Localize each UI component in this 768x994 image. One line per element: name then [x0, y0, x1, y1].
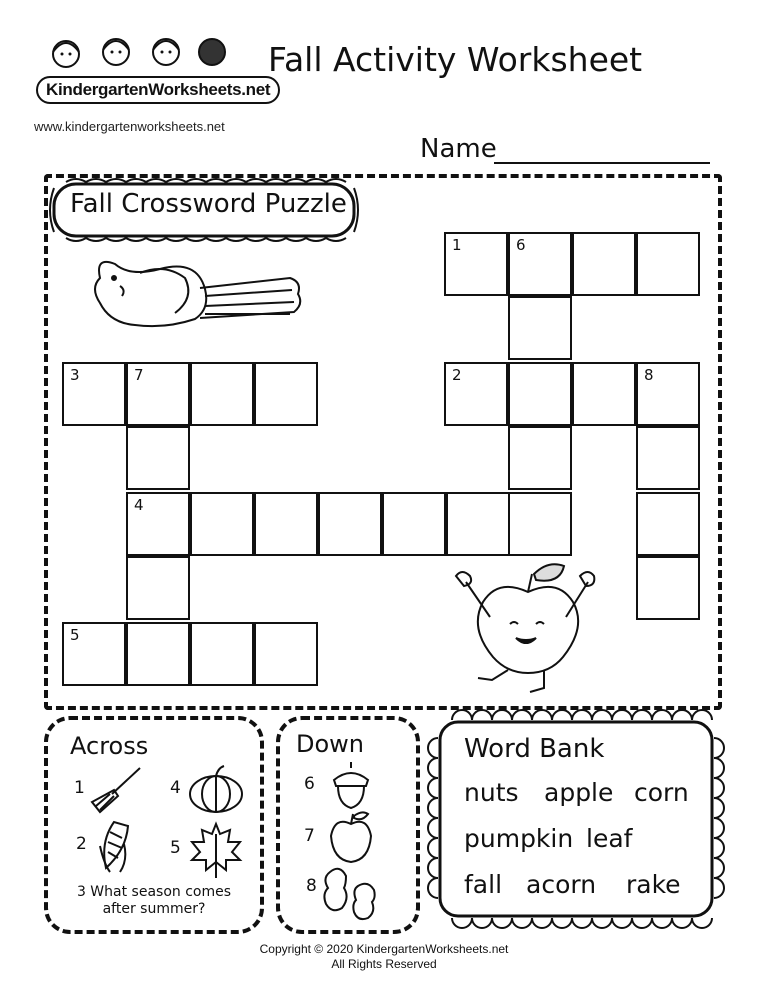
across-clue-4: 4: [170, 778, 181, 798]
copyright: [0, 942, 768, 972]
crossword-cell[interactable]: [572, 362, 636, 426]
crossword-cell[interactable]: [62, 622, 126, 686]
site-url: www.kindergartenworksheets.net: [34, 119, 225, 134]
acorn-icon: [326, 760, 376, 810]
crossword-cell[interactable]: [508, 492, 572, 556]
across-clue-5: 5: [170, 838, 181, 858]
crossword-cell[interactable]: [444, 232, 508, 296]
word-bank-heading: Word Bank: [464, 734, 605, 764]
clue-number: 1: [452, 236, 462, 254]
crossword-cell[interactable]: [508, 426, 572, 490]
crossword-cell[interactable]: [254, 622, 318, 686]
copyright-line1: Copyright © 2020 KindergartenWorksheets.net: [259, 942, 509, 956]
crossword-cell[interactable]: [572, 232, 636, 296]
word-bank-word: pumpkin: [464, 824, 574, 853]
corn-icon: [90, 816, 136, 876]
name-label: Name: [420, 134, 497, 164]
across-clue-3-line1: 3 What season comes: [76, 884, 232, 900]
clue-number: 4: [134, 496, 144, 514]
crossword-cell[interactable]: [318, 492, 382, 556]
crossword-cell[interactable]: [636, 232, 700, 296]
across-clue-3: [64, 884, 244, 918]
clue-number: 6: [516, 236, 526, 254]
across-clue-3-line2: after summer?: [102, 901, 206, 917]
turkey-icon: [80, 248, 310, 338]
crossword-cell[interactable]: [636, 492, 700, 556]
leaf-icon: [186, 820, 246, 880]
crossword-cell[interactable]: [126, 362, 190, 426]
down-clue-6: 6: [304, 774, 315, 794]
crossword-cell[interactable]: [446, 492, 510, 556]
crossword-cell[interactable]: [126, 622, 190, 686]
crossword-cell[interactable]: [126, 426, 190, 490]
across-clue-1: 1: [74, 778, 85, 798]
pumpkin-icon: [186, 764, 246, 814]
word-bank-word: acorn: [526, 870, 597, 899]
puzzle-title: Fall Crossword Puzzle: [70, 189, 347, 219]
crossword-cell[interactable]: [254, 362, 318, 426]
word-bank-word: nuts: [464, 778, 519, 807]
crossword-cell[interactable]: [254, 492, 318, 556]
down-heading: Down: [296, 730, 365, 758]
clue-number: 8: [644, 366, 654, 384]
site-logo: KindergartenWorksheets.net: [36, 76, 280, 104]
kids-logo-icon: [44, 30, 244, 80]
down-clue-8: 8: [306, 876, 317, 896]
crossword-cell[interactable]: [508, 232, 572, 296]
crossword-cell[interactable]: [190, 492, 254, 556]
crossword-cell[interactable]: [126, 556, 190, 620]
page-title: Fall Activity Worksheet: [268, 40, 643, 79]
crossword-cell[interactable]: [636, 362, 700, 426]
down-clue-7: 7: [304, 826, 315, 846]
apple-icon: [326, 810, 376, 864]
clue-number: 2: [452, 366, 462, 384]
crossword-cell[interactable]: [508, 362, 572, 426]
crossword-cell[interactable]: [62, 362, 126, 426]
crossword-cell[interactable]: [636, 556, 700, 620]
crossword-cell[interactable]: [508, 296, 572, 360]
word-bank-word: leaf: [586, 824, 633, 853]
clue-number: 5: [70, 626, 80, 644]
crossword-cell[interactable]: [190, 362, 254, 426]
word-bank-word: fall: [464, 870, 503, 899]
clue-number: 7: [134, 366, 144, 384]
across-heading: Across: [70, 732, 149, 760]
peanut-icon: [322, 864, 382, 922]
word-bank-word: rake: [626, 870, 681, 899]
clue-number: 3: [70, 366, 80, 384]
rake-icon: [84, 764, 144, 814]
crossword-cell[interactable]: [126, 492, 190, 556]
across-clue-2: 2: [76, 834, 87, 854]
name-field[interactable]: [494, 162, 710, 164]
apple-character-icon: [448, 562, 608, 702]
crossword-cell[interactable]: [444, 362, 508, 426]
word-bank-word: corn: [634, 778, 689, 807]
crossword-cell[interactable]: [190, 622, 254, 686]
crossword-cell[interactable]: [636, 426, 700, 490]
word-bank-word: apple: [544, 778, 614, 807]
copyright-line2: All Rights Reserved: [331, 957, 437, 971]
crossword-cell[interactable]: [382, 492, 446, 556]
